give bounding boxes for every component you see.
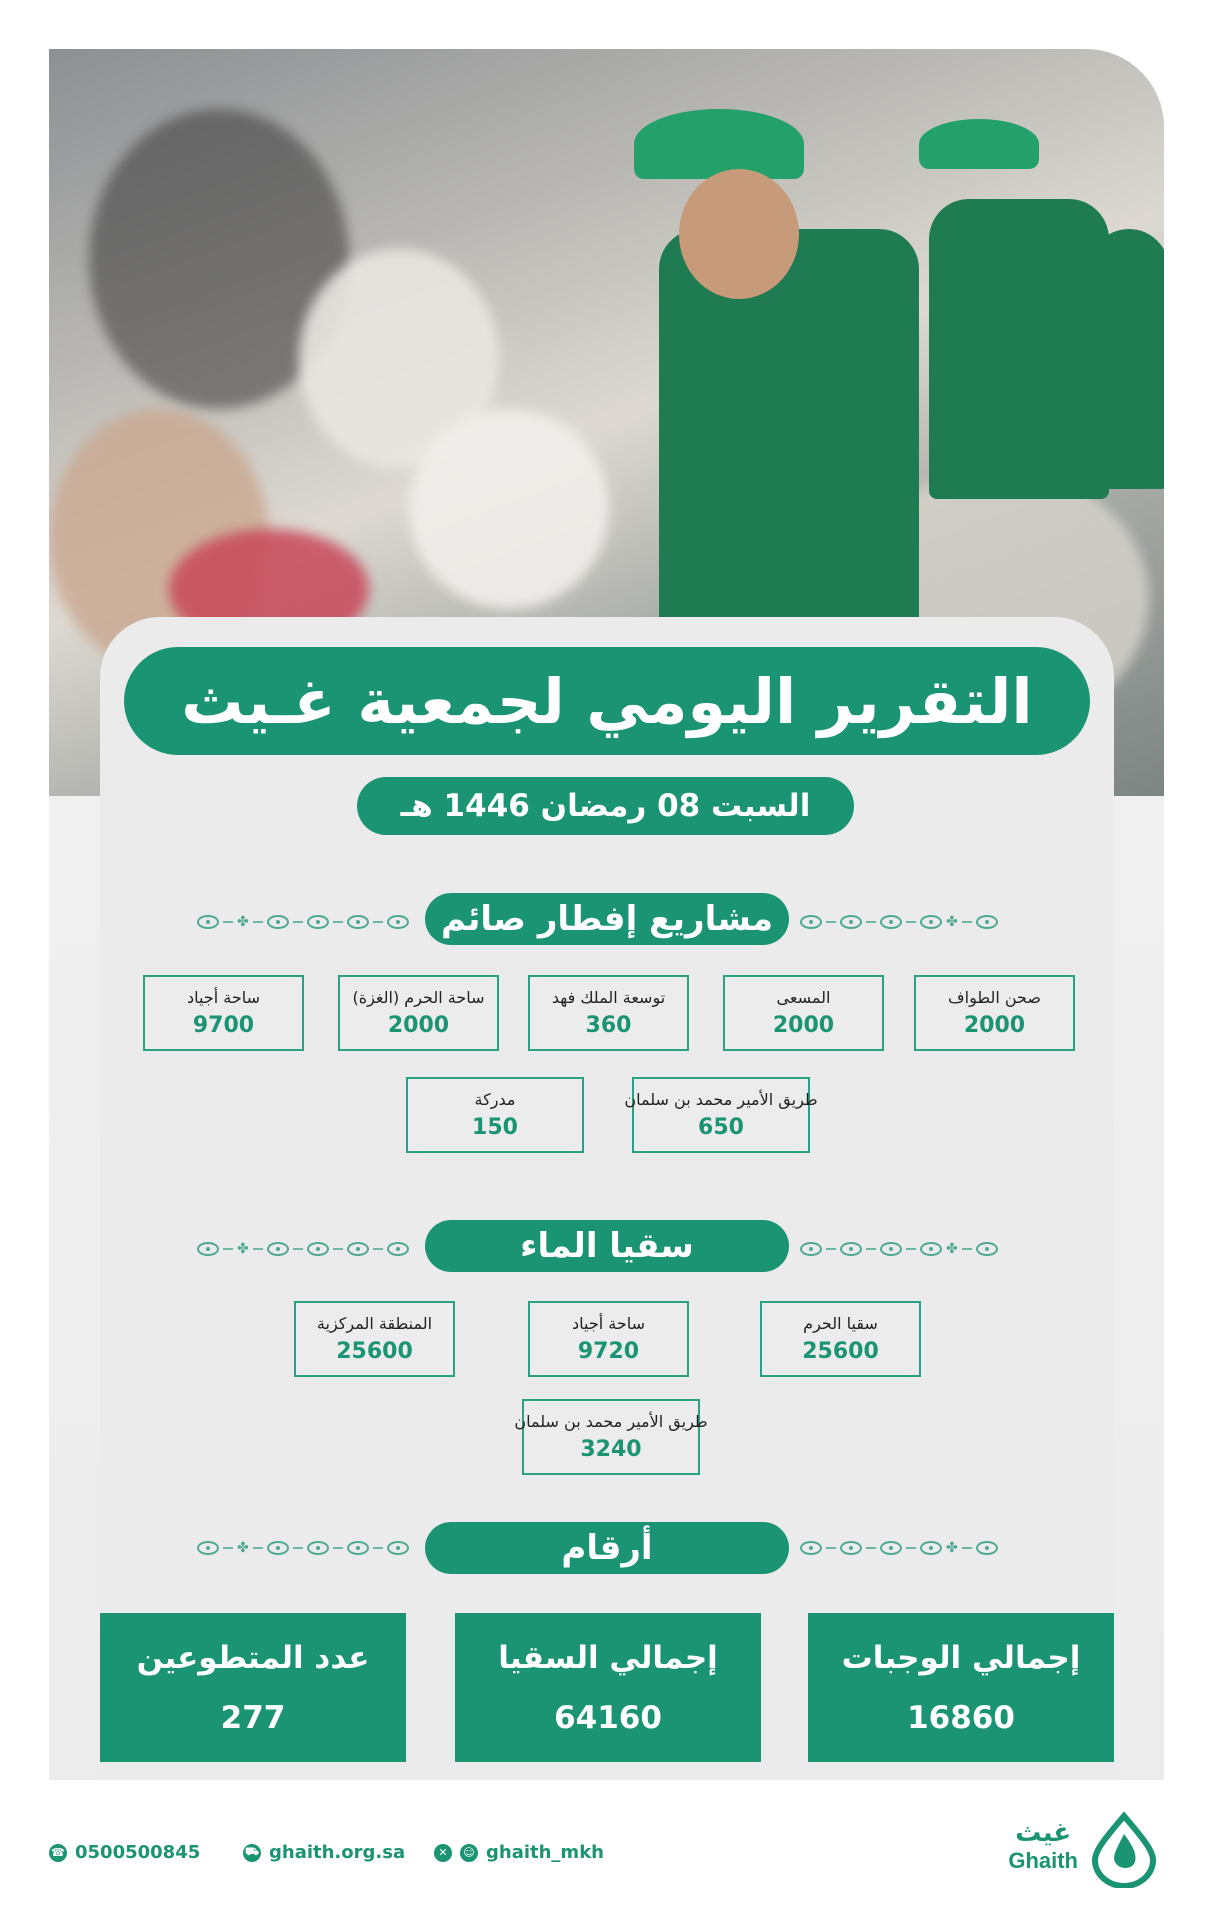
water-card-haram [760,1301,921,1377]
ornament-right-numbers: ✤ [800,1538,998,1558]
social-contact[interactable] [434,1842,604,1863]
stat-label: إجمالي الوجبات [841,1639,1081,1676]
stat-label: عدد المتطوعين [136,1639,370,1676]
iftar-card-label: ساحة أجياد [187,988,260,1007]
ornament-left-water: ✤ [197,1239,409,1259]
logo-arabic: غيث [1015,1818,1072,1848]
iftar-card-label: طريق الأمير محمد بن سلمان [624,1090,818,1109]
stat-total-meals [808,1613,1114,1762]
stat-value: 64160 [554,1699,662,1736]
water-card-label: المنطقة المركزية [316,1314,433,1333]
iftar-card-label: توسعة الملك فهد [551,988,666,1007]
x-icon: ✕ [434,1844,452,1862]
iftar-card-value: 9700 [192,1013,255,1038]
iftar-card-label: ساحة الحرم (الغزة) [352,988,485,1007]
ghaith-drop-logo-icon [1085,1810,1163,1888]
snapchat-icon: ☺ [460,1844,478,1862]
iftar-card-label: مدركة [474,1090,516,1109]
water-card-value: 3240 [580,1437,642,1462]
stat-value: 277 [220,1699,286,1736]
water-card-value: 9720 [577,1339,640,1364]
iftar-card-value: 360 [585,1013,632,1038]
stat-total-water [455,1613,761,1762]
section-title-iftar [425,893,789,945]
phone-number: 0500500845 [75,1842,201,1863]
website-contact[interactable] [243,1842,405,1863]
iftar-card-prince-mohammed-road [624,1077,818,1153]
iftar-card-label: المسعى [776,988,831,1007]
ghaith-logo-text [1008,1818,1078,1874]
stat-value: 16860 [907,1699,1015,1736]
iftar-card-madraka [406,1077,584,1153]
social-handle: ghaith_mkh [486,1842,604,1863]
iftar-card-label: صحن الطواف [948,988,1041,1007]
section-title-water [425,1220,789,1272]
iftar-card-ajyad [143,975,304,1051]
iftar-card-value: 2000 [772,1013,835,1038]
section-iftar-label: مشاريع إفطار صائم [440,899,774,939]
iftar-card-king-fahd [528,975,689,1051]
section-water-label: سقيا الماء [520,1226,694,1266]
iftar-card-value: 2000 [963,1013,1026,1038]
cart-icon: ⛟ [243,1844,261,1862]
ornament-left-iftar: ✤ [197,912,409,932]
ornament-right-water: ✤ [800,1239,998,1259]
water-card-ajyad [528,1301,689,1377]
iftar-card-value: 2000 [387,1013,450,1038]
iftar-card-tawaf [914,975,1075,1051]
report-title-bar [124,647,1090,755]
stat-volunteers [100,1613,406,1762]
iftar-card-masaa [723,975,884,1051]
logo-english: Ghaith [1008,1848,1078,1873]
water-card-value: 25600 [336,1339,413,1364]
report-title: التقرير اليومي لجمعية غـيث [181,664,1033,738]
phone-contact[interactable] [49,1842,200,1863]
water-card-label: طريق الأمير محمد بن سلمان [514,1412,708,1431]
iftar-card-haram-square [338,975,499,1051]
ornament-left-numbers: ✤ [197,1538,409,1558]
water-card-value: 25600 [802,1339,879,1364]
section-numbers-label: أرقام [561,1528,653,1568]
section-title-numbers [425,1522,789,1574]
date-bar [357,777,854,835]
website-url: ghaith.org.sa [269,1842,406,1863]
water-card-label: سقيا الحرم [803,1314,878,1333]
iftar-card-value: 150 [472,1115,518,1140]
footer [0,1800,1211,1920]
phone-icon: ☎ [49,1844,67,1862]
iftar-card-value: 650 [698,1115,744,1140]
water-card-label: ساحة أجياد [572,1314,645,1333]
water-card-prince-mohammed-road [514,1399,708,1475]
stat-label: إجمالي السقيا [498,1639,718,1676]
ornament-right-iftar: ✤ [800,912,998,932]
report-date: السبت 08 رمضان 1446 هـ [400,788,811,824]
water-card-central [294,1301,455,1377]
